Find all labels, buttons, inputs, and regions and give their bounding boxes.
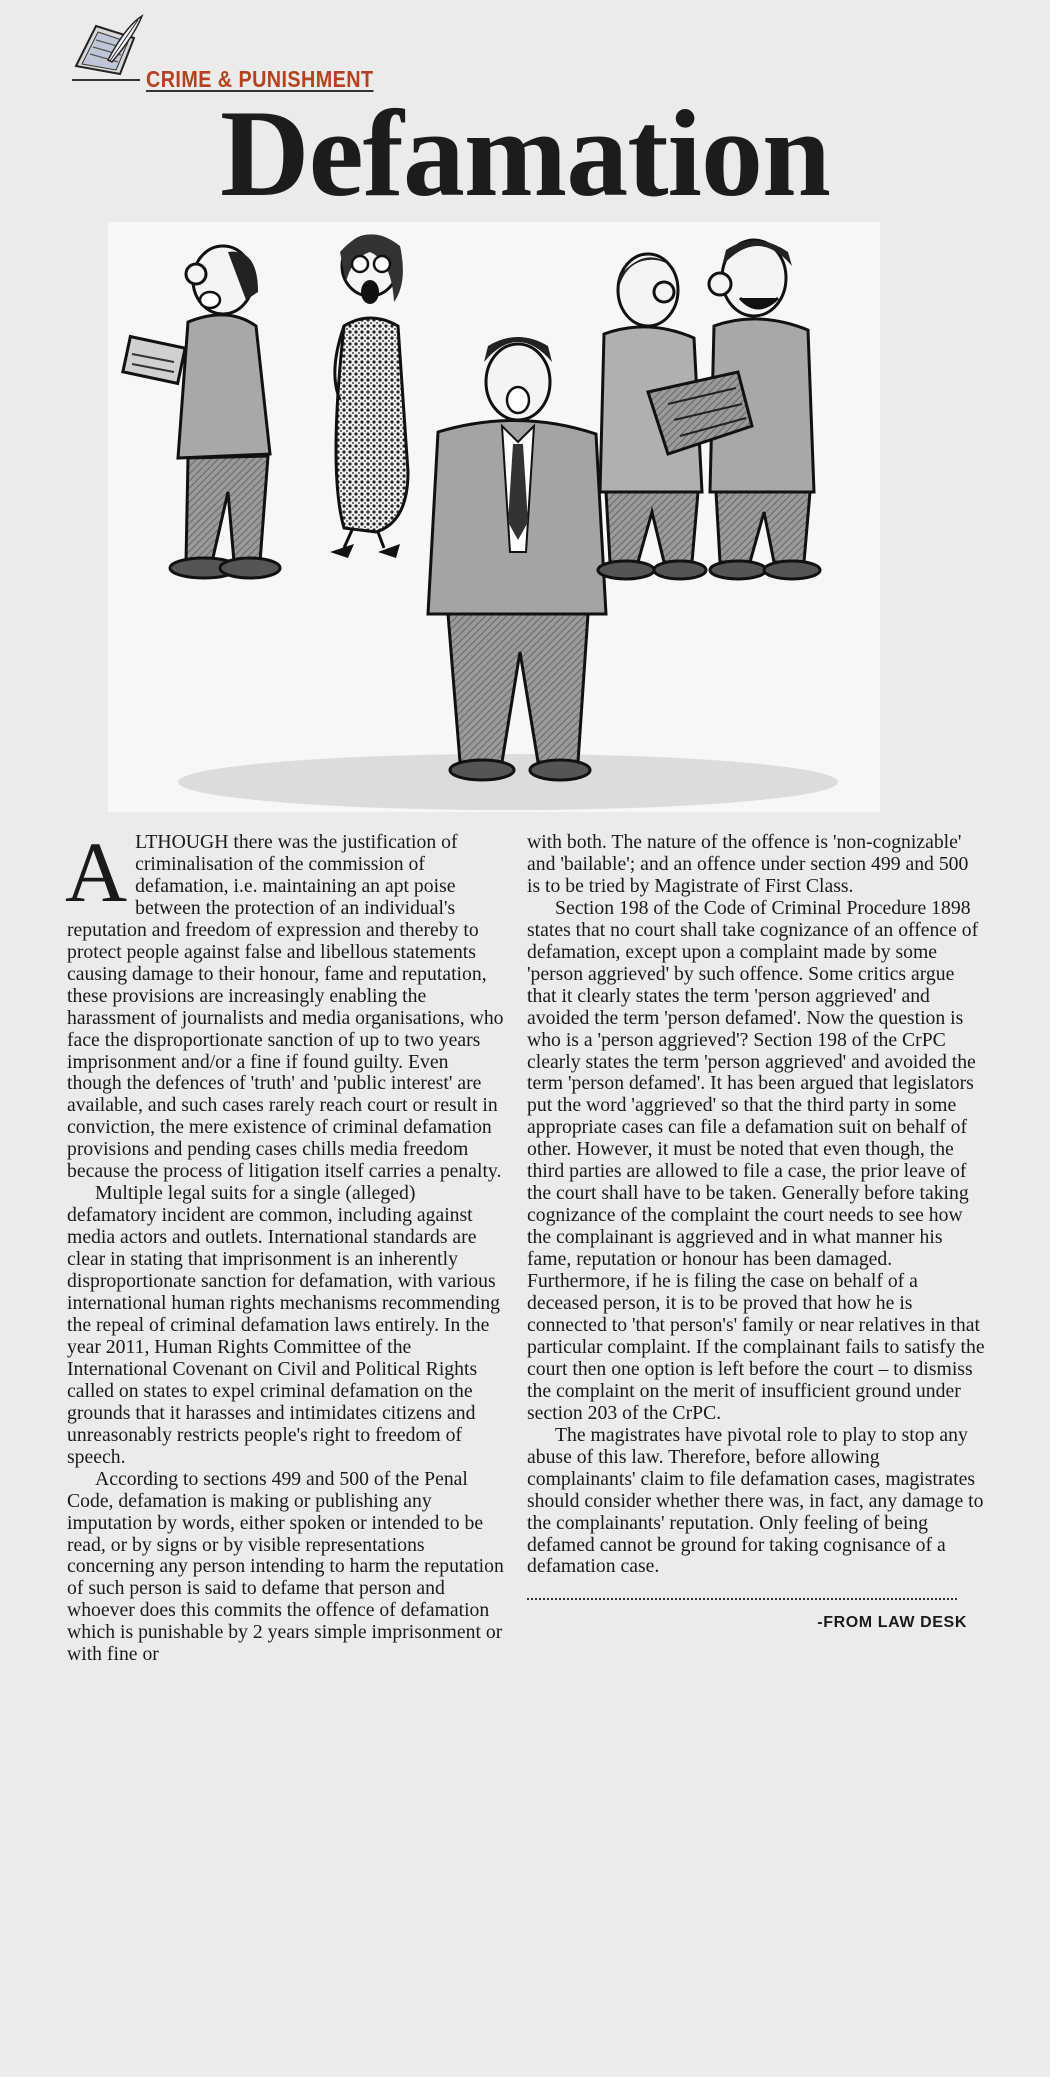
byline: -FROM LAW DESK bbox=[817, 1614, 967, 1632]
cartoon-people-gossiping-illustration bbox=[108, 222, 880, 812]
page-title: Defamation bbox=[220, 85, 830, 222]
newspaper-quill-icon bbox=[68, 14, 148, 84]
paragraph-text: LTHOUGH there was the justification of criminalisation of the commission of defamation, i.e. maintaining an apt poise between the protection of an individual's reputation and freedom of expression and thereby to protect people against false and libellous statements causing damage to their honour, fame and reputation, these provisions are increasingly enabling the harassment of journalists and media organisations, who face the disproportionate sanction of up to two years imprisonment and/or a fine if found guilty. Even though the defences of 'truth' and 'public interest' are available, and such cases rarely reach court or result in conviction, the mere existence of criminal defamation provisions and pending cases chills media freedom because the process of litigation itself carries a penalty. bbox=[67, 831, 504, 1183]
article-paragraph: Section 198 of the Code of Criminal Procedure 1898 states that no court shall take cognizance of an offence of defamation, except upon a complaint made by some 'person aggrieved' by such offence. Some critics argue that it clearly states the term 'person aggrieved' and avoided the term 'person defamed'. Now the question is who is a 'person aggrieved'? Section 198 of the CrPC clearly states the term 'person aggrieved' and avoided the term 'person defamed'. It has been argued that legislators put the word 'aggrieved' so that the third party in some appropriate cases can file a defamation suit on behalf of other. However, it must be noted that even though, the third parties are allowed to file a case, the prior leave of the court shall have to be taken. Generally before taking cognizance of the complaint the court needs to see how the complainant is aggrieved and in what manner his fame, reputation or honour has been damaged. Furthermore, if he is filing the case on behalf of a deceased person, it is to be proved that how he is connected to 'that person's' family or near relatives in that particular complaint. If the complainant fails to satisfy the court then one option is left before the court – to dismiss the complaint on the merit of insufficient ground under section 203 of the CrPC. bbox=[527, 896, 985, 1424]
article-column-left bbox=[65, 824, 507, 1666]
drop-cap: A bbox=[65, 824, 128, 920]
article-paragraph bbox=[65, 824, 507, 1183]
article-paragraph: Multiple legal suits for a single (alleged) defamatory incident are common, including against media actors and outlets. International standards are clear in stating that imprisonment is an inherently disproportionate sanction for defamation, with various international human rights mechanisms recommending the repeal of criminal defamation laws entirely. In the year 2011, Human Rights Committee of the International Covenant on Civil and Political Rights called on states to expel criminal defamation on the grounds that it harasses and intimidates citizens and unreasonably restricts people's right to freedom of speech. bbox=[67, 1182, 501, 1468]
article-paragraph: According to sections 499 and 500 of the Penal Code, defamation is making or publishing any imputation by words, either spoken or intended to be read, or by signs or by visible representations concerning any person intending to harm the reputation of such person is said to defame that person and whoever does this commits the offence of defamation which is punishable by 2 years simple imprisonment or with fine or bbox=[67, 1467, 504, 1666]
section-label: CRIME & PUNISHMENT bbox=[146, 66, 374, 92]
article-paragraph: with both. The nature of the offence is 'non-cognizable' and 'bailable'; and an offence under section 499 and 500 is to be tried by Magistrate of First Class. bbox=[527, 831, 969, 897]
article-column-right bbox=[527, 832, 985, 1634]
dotted-divider bbox=[527, 1598, 957, 1600]
section-header bbox=[68, 14, 408, 92]
article-paragraph: The magistrates have pivotal role to play to stop any abuse of this law. Therefore, before allowing complainants' claim to file defamation cases, magistrates should consider whether there was, in fact, any damage to the complainants' reputation. Only feeling of being defamed cannot be ground for taking cognisance of a defamation case. bbox=[527, 1423, 984, 1578]
